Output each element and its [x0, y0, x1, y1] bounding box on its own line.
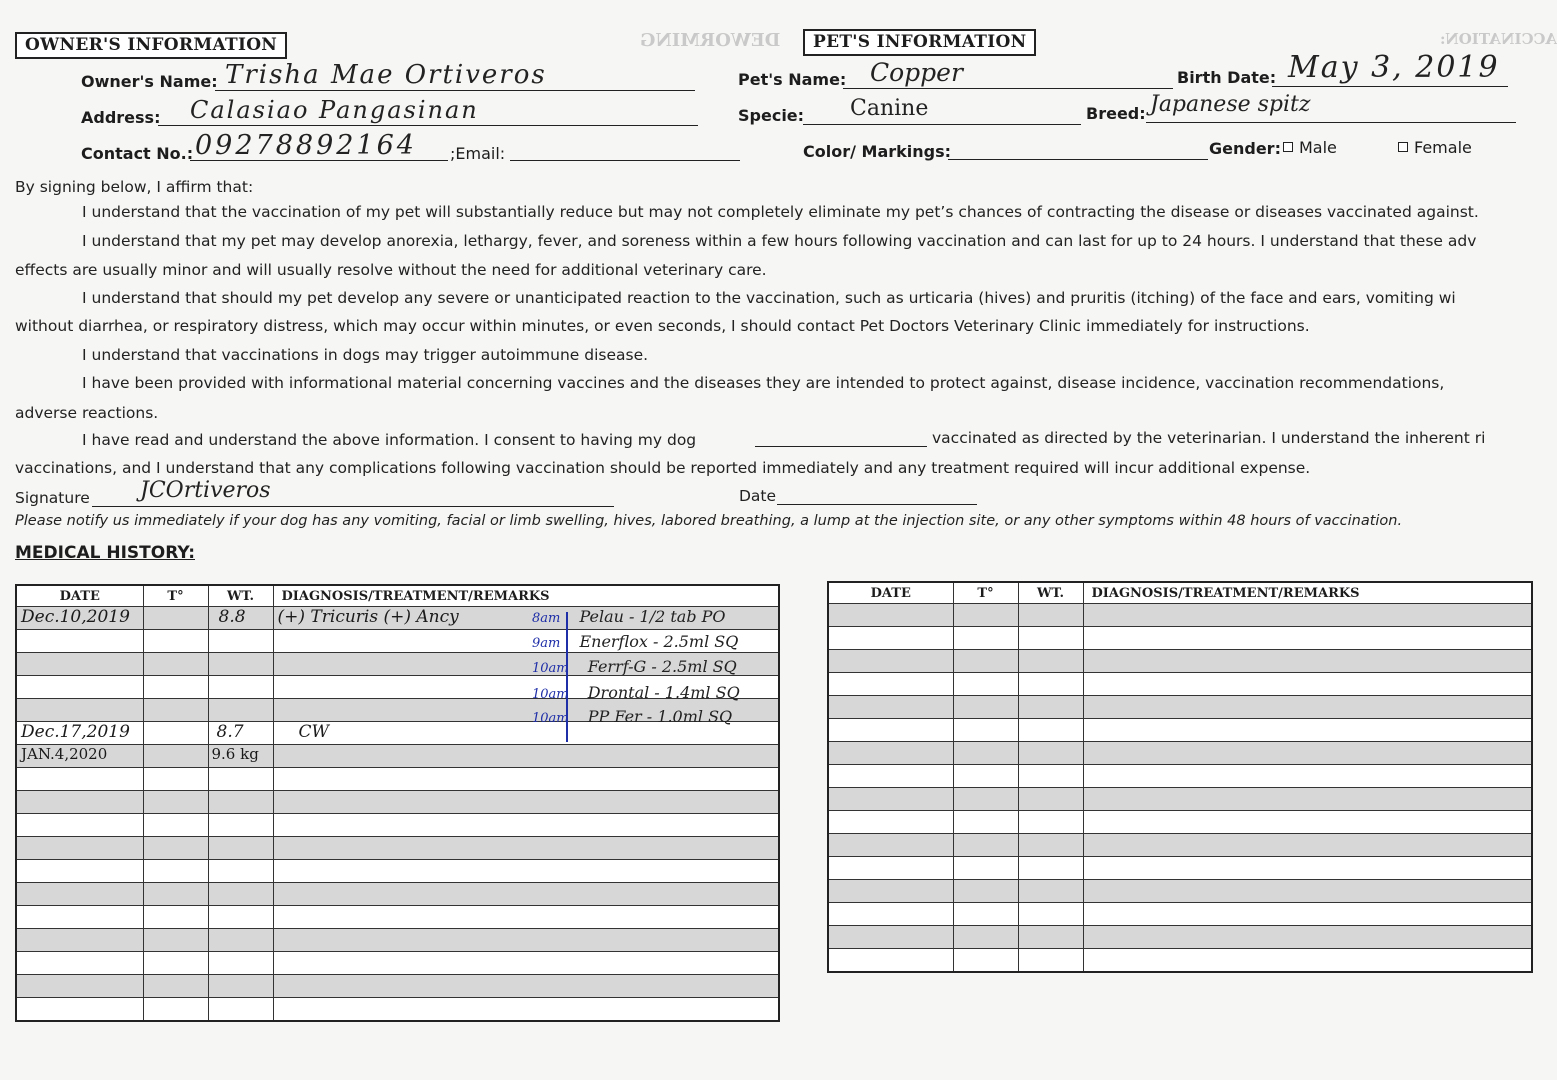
signature-value: JCOrtiveros	[140, 478, 271, 503]
female-label: Female	[1414, 138, 1472, 157]
consent-paragraph-3a: I understand that should my pet develop any severe or unanticipated reaction to the vaccination, such as urticaria (hives) and pruritis (itching) of the face and ears, vomiting wi	[82, 289, 1456, 307]
consent-paragraph-4: I understand that vaccinations in dogs may trigger autoimmune disease.	[82, 346, 649, 364]
consent-paragraph-6a-pre: I have read and understand the above information. I consent to having my dog	[82, 431, 697, 449]
color-markings-label: Color/ Markings:	[803, 142, 952, 161]
consent-paragraph-1: I understand that the vaccination of my pet will substantially reduce but may not completely eliminate my pet’s chances of contracting the disease or diseases vaccinated against.	[82, 203, 1479, 221]
table-row	[828, 834, 1532, 857]
table-row	[16, 998, 779, 1022]
entry-2-date: Dec.17,2019	[21, 722, 130, 742]
table-row	[16, 860, 779, 883]
date-line[interactable]	[777, 504, 977, 505]
gender-label: Gender:	[1209, 139, 1281, 158]
treatment-5	[532, 707, 732, 726]
treatment-bracket	[566, 612, 576, 742]
medical-history-table-right	[827, 581, 1533, 973]
table-row	[16, 791, 779, 814]
table-row	[828, 604, 1532, 627]
pet-name-label: Pet's Name:	[738, 70, 847, 89]
table-row	[828, 903, 1532, 926]
entry-1-weight: 8.8	[218, 607, 246, 627]
table-row	[16, 745, 779, 768]
treatment-5-time: 10am	[532, 711, 569, 726]
pet-name-value: Copper	[870, 58, 963, 87]
consent-paragraph-2b: effects are usually minor and will usually resolve without the need for additional veterinary care.	[15, 261, 767, 279]
owner-section-title: OWNER'S INFORMATION	[15, 32, 287, 59]
table-row	[828, 742, 1532, 765]
treatment-4	[532, 683, 740, 702]
treatment-1-text: Pelau - 1/2 tab PO	[579, 607, 726, 626]
treatment-5-text: PP Fer - 1.0ml SQ	[587, 707, 733, 726]
table-row	[828, 696, 1532, 719]
dog-name-blank[interactable]	[755, 446, 927, 447]
contact-label: Contact No.:	[81, 144, 194, 163]
table-row	[16, 952, 779, 975]
male-checkbox[interactable]	[1283, 142, 1293, 152]
table-row	[16, 814, 779, 837]
table-row	[16, 883, 779, 906]
treatment-3	[532, 657, 737, 676]
breed-label: Breed:	[1086, 104, 1146, 123]
col-temp-header: T°	[143, 585, 208, 607]
table-row	[828, 650, 1532, 673]
gender-female-option[interactable]	[1398, 138, 1472, 157]
signature-label: Signature	[15, 489, 90, 507]
gender-male-option[interactable]	[1283, 138, 1337, 157]
col-date-header: DATE	[16, 585, 143, 607]
table-row	[828, 627, 1532, 650]
entry-2-weight: 8.7	[216, 722, 244, 742]
entry-1-date: Dec.10,2019	[21, 607, 130, 627]
treatment-2-time: 9am	[532, 636, 561, 651]
male-label: Male	[1299, 138, 1337, 157]
entry-temp-cell[interactable]	[143, 607, 208, 630]
col-weight-header: WT.	[208, 585, 273, 607]
treatment-2-text: Enerflox - 2.5ml SQ	[579, 632, 739, 651]
entry-weight-cell[interactable]	[208, 607, 273, 630]
female-checkbox[interactable]	[1398, 142, 1408, 152]
entry-3-date: JAN.4,2020	[21, 745, 108, 763]
table-row	[828, 673, 1532, 696]
treatment-1	[532, 607, 726, 626]
entry-2-remarks: CW	[298, 722, 329, 742]
birth-date-value: May 3, 2019	[1288, 50, 1500, 85]
notice-text: Please notify us immediately if your dog has any vomiting, facial or limb swelling, hives, labored breathing, a lump at the injection site, or any other symptoms within 48 hours of vaccination.	[15, 513, 1403, 529]
col-weight-header-right: WT.	[1018, 582, 1083, 604]
col-temp-header-right: T°	[953, 582, 1018, 604]
entry-3-weight: 9.6 kg	[211, 745, 259, 763]
table-row	[828, 788, 1532, 811]
bleed-through-heading: DEWORMING	[640, 30, 781, 51]
bleed-through-heading-right: ACCINATION:	[1440, 30, 1557, 48]
pet-section-title: PET'S INFORMATION	[803, 29, 1036, 56]
table-row	[16, 768, 779, 791]
treatment-3-text: Ferrf-G - 2.5ml SQ	[587, 657, 737, 676]
table-row	[16, 837, 779, 860]
consent-paragraph-6b: vaccinations, and I understand that any complications following vaccination should be reported immediately and any treatment required will incur additional expense.	[15, 459, 1311, 477]
contact-value: 09278892164	[195, 130, 417, 161]
col-date-header-right: DATE	[828, 582, 953, 604]
consent-paragraph-3b: without diarrhea, or respiratory distress, which may occur within minutes, or even seconds, I should contact Pet Doctors Veterinary Clinic immediately for instructions.	[15, 317, 1310, 335]
address-label: Address:	[81, 108, 161, 127]
medical-history-title: MEDICAL HISTORY:	[15, 543, 195, 563]
table-row	[828, 949, 1532, 973]
table-row	[828, 719, 1532, 742]
date-label: Date	[739, 487, 777, 505]
specie-label: Specie:	[738, 106, 805, 125]
col-remarks-header: DIAGNOSIS/TREATMENT/REMARKS	[273, 585, 779, 607]
table-row	[828, 857, 1532, 880]
treatment-4-time: 10am	[532, 687, 569, 702]
table-row	[828, 811, 1532, 834]
owner-name-label: Owner's Name:	[81, 72, 218, 91]
treatment-3-time: 10am	[532, 661, 569, 676]
consent-paragraph-6a-post: vaccinated as directed by the veterinarian. I understand the inherent ri	[932, 429, 1486, 447]
entry-1-remarks: (+) Tricuris (+) Ancy	[277, 607, 459, 627]
signature-line[interactable]	[92, 506, 614, 507]
col-remarks-header-right: DIAGNOSIS/TREATMENT/REMARKS	[1083, 582, 1532, 604]
consent-paragraph-5a: I have been provided with informational material concerning vaccines and the diseases they are intended to protect against, disease incidence, vaccination recommendations,	[82, 374, 1445, 392]
table-row	[828, 880, 1532, 903]
birth-date-label: Birth Date:	[1177, 68, 1277, 87]
consent-paragraph-5b: adverse reactions.	[15, 404, 159, 422]
treatment-4-text: Drontal - 1.4ml SQ	[587, 683, 740, 702]
treatment-1-time: 8am	[532, 611, 561, 626]
entry-date-cell[interactable]	[16, 607, 143, 630]
table-row	[16, 975, 779, 998]
table-row	[16, 906, 779, 929]
owner-name-value: Trisha Mae Ortiveros	[225, 60, 547, 90]
table-row	[828, 926, 1532, 949]
consent-intro: By signing below, I affirm that:	[15, 178, 254, 196]
table-row	[16, 929, 779, 952]
breed-value: Japanese spitz	[1150, 92, 1311, 117]
treatment-2	[532, 632, 738, 651]
address-value: Calasiao Pangasinan	[190, 96, 479, 124]
specie-value: Canine	[850, 96, 929, 121]
consent-paragraph-2a: I understand that my pet may develop anorexia, lethargy, fever, and soreness within a few hours following vaccination and can last for up to 24 hours. I understand that these adv	[82, 232, 1477, 250]
email-label: ;Email:	[450, 144, 506, 163]
table-row	[828, 765, 1532, 788]
